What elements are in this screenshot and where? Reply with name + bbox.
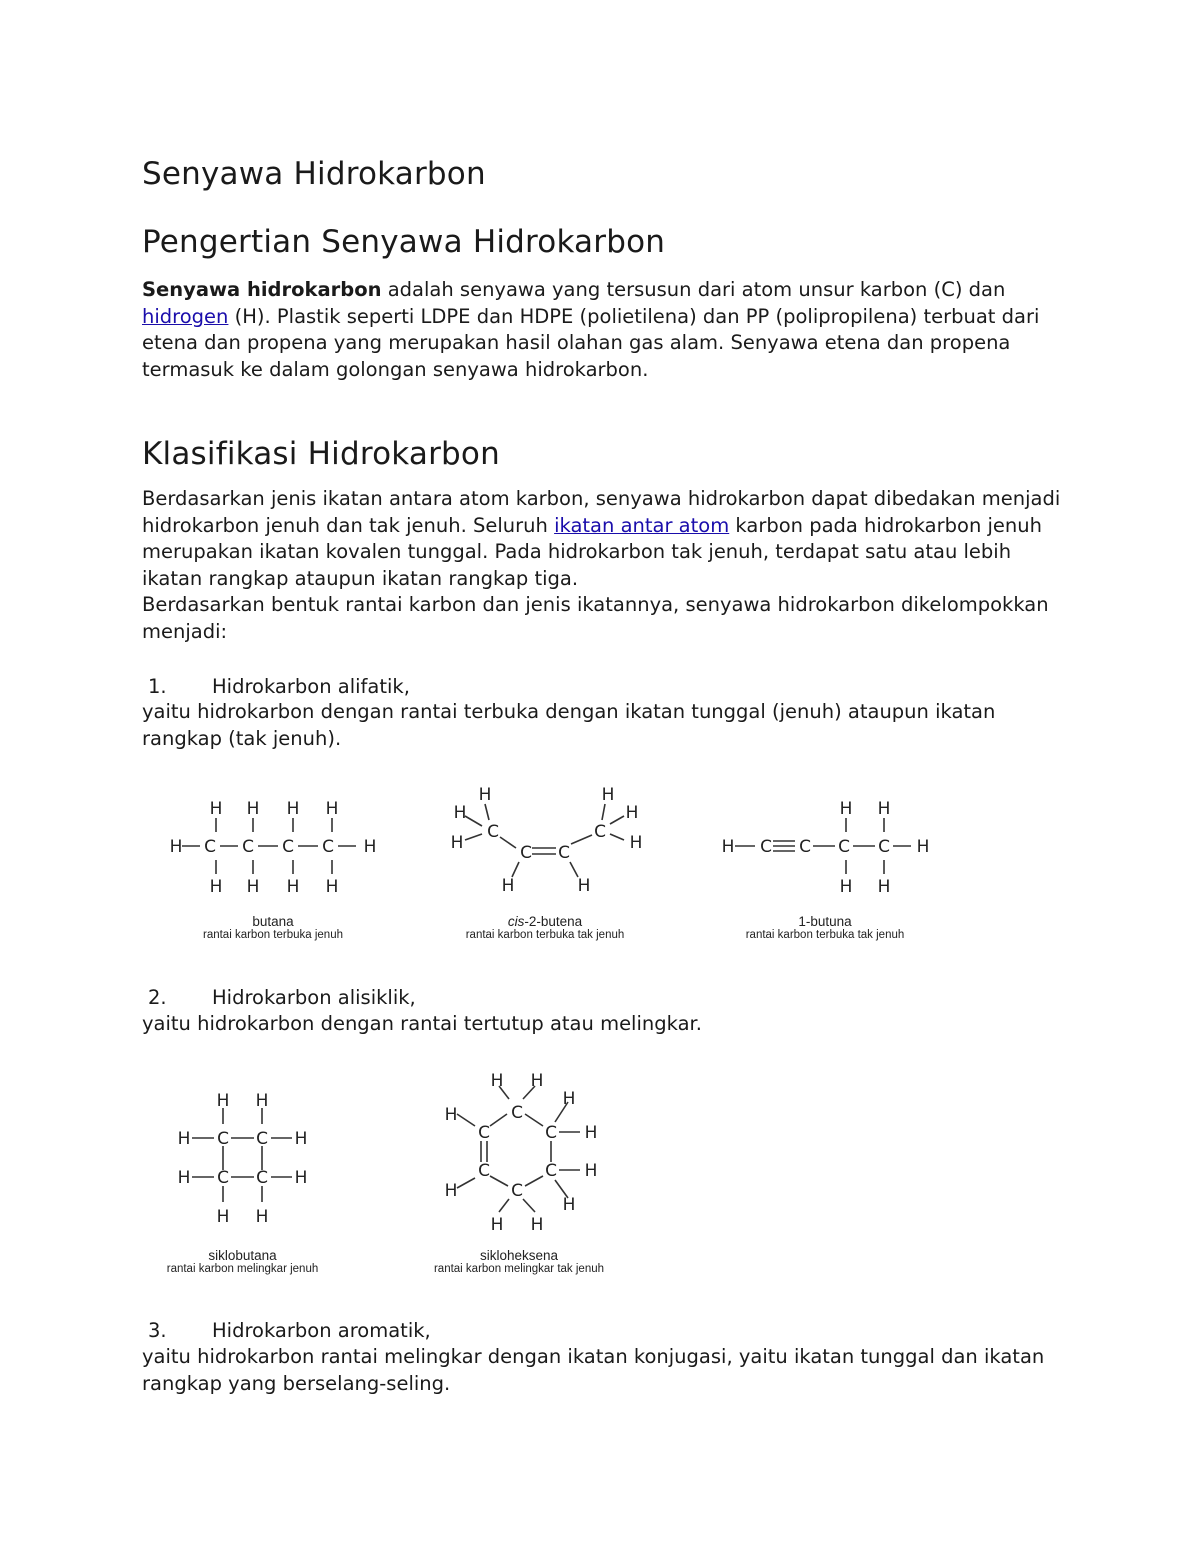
- atom-label: C: [322, 837, 334, 857]
- caption-name: siklobutana: [208, 1248, 277, 1263]
- list-label: Hidrokarbon alifatik,: [212, 675, 410, 698]
- atom-label: H: [530, 1215, 544, 1235]
- caption-sikloheksena: [408, 1248, 630, 1275]
- atom-label: C: [878, 837, 890, 857]
- atom-label: H: [216, 1091, 230, 1111]
- section-heading-klasifikasi: Klasifikasi Hidrokarbon: [142, 436, 500, 472]
- atom-label: H: [839, 877, 853, 897]
- caption-name: [435, 914, 655, 929]
- atom-label: C: [487, 822, 499, 842]
- atom-label: C: [838, 837, 850, 857]
- list-description-2: yaitu hidrokarbon dengan rantai tertutup atau melingkar.: [142, 1012, 702, 1035]
- paragraph-text: Berdasarkan jenis ikatan antara atom karbon, senyawa hidrokarbon dapat dibedakan menjadi hidrokarbon jenuh dan tak jenuh. Seluruh: [142, 487, 1061, 537]
- atom-label: H: [584, 1161, 598, 1181]
- caption-1-butuna: [715, 914, 935, 941]
- atom-label: H: [246, 799, 260, 819]
- atom-label: C: [545, 1161, 557, 1181]
- atom-label: H: [255, 1207, 269, 1227]
- caption-siklobutana: [140, 1248, 345, 1275]
- atom-label: H: [721, 837, 735, 857]
- atom-label: C: [282, 837, 294, 857]
- list-number: 3.: [148, 1319, 167, 1342]
- atom-label: C: [545, 1123, 557, 1143]
- atom-label: H: [629, 833, 643, 853]
- list-description-1: yaitu hidrokarbon dengan rantai terbuka dengan ikatan tunggal (jenuh) ataupun ikatan rangkap (tak jenuh).: [142, 700, 996, 750]
- atom-label: H: [450, 833, 464, 853]
- link-ikatan-antar-atom[interactable]: ikatan antar atom: [554, 513, 730, 537]
- caption-description: rantai karbon terbuka jenuh: [202, 929, 343, 941]
- atom-label: H: [444, 1105, 458, 1125]
- caption-name: 1-butuna: [798, 914, 852, 929]
- atom-label: C: [478, 1123, 490, 1143]
- caption-butana: [160, 914, 386, 941]
- atom-label: H: [530, 1071, 544, 1091]
- cis-2-butena-structure: [440, 782, 650, 900]
- paragraph-pengertian: [142, 277, 1072, 383]
- atom-label: C: [256, 1129, 268, 1149]
- caption-name: butana: [252, 914, 294, 929]
- caption-name-rest: -2-butena: [524, 914, 583, 929]
- document-title: Senyawa Hidrokarbon: [142, 156, 486, 192]
- paragraph-klasifikasi: [142, 486, 1072, 645]
- atom-label: H: [294, 1168, 308, 1188]
- atom-label: C: [760, 837, 772, 857]
- atom-label: H: [209, 799, 223, 819]
- list-label: Hidrokarbon aromatik,: [212, 1319, 431, 1342]
- list-item-2: [148, 985, 416, 1011]
- atom-label: H: [577, 876, 591, 896]
- list-number: 2.: [148, 986, 167, 1009]
- atom-label: H: [501, 876, 515, 896]
- list-item-1: [148, 674, 410, 700]
- atom-label: H: [478, 785, 492, 805]
- list-description-3: yaitu hidrokarbon rantai melingkar dengan ikatan konjugasi, yaitu ikatan tunggal dan ikatan rangkap yang berselang-seling.: [142, 1345, 1045, 1395]
- atom-label: H: [490, 1215, 504, 1235]
- sikloheksena-structure: [435, 1066, 610, 1236]
- atom-label: H: [216, 1207, 230, 1227]
- atom-label: H: [286, 799, 300, 819]
- atom-label: H: [325, 799, 339, 819]
- 1-butuna-structure: [715, 790, 940, 900]
- atom-label: C: [242, 837, 254, 857]
- atom-label: C: [594, 822, 606, 842]
- caption-cis-2-butena: [435, 914, 655, 941]
- atom-label: H: [169, 837, 183, 857]
- atom-label: H: [209, 877, 223, 897]
- caption-description: rantai karbon melingkar tak jenuh: [433, 1263, 605, 1275]
- atom-label: C: [558, 843, 570, 863]
- atom-label: C: [478, 1161, 490, 1181]
- atom-label: C: [256, 1168, 268, 1188]
- atom-label: C: [217, 1168, 229, 1188]
- atom-label: H: [490, 1071, 504, 1091]
- atom-label: C: [799, 837, 811, 857]
- atom-label: H: [877, 877, 891, 897]
- caption-description: rantai karbon melingkar jenuh: [166, 1263, 319, 1275]
- atom-label: C: [511, 1103, 523, 1123]
- atom-label: H: [562, 1089, 576, 1109]
- atom-label: H: [839, 799, 853, 819]
- list-label: Hidrokarbon alisiklik,: [212, 986, 416, 1009]
- atom-label: H: [177, 1168, 191, 1188]
- atom-label: H: [877, 799, 891, 819]
- atom-label: C: [217, 1129, 229, 1149]
- atom-label: H: [294, 1129, 308, 1149]
- atom-label: H: [246, 877, 260, 897]
- atom-label: H: [584, 1123, 598, 1143]
- atom-label: H: [453, 803, 467, 823]
- list-number: 1.: [148, 675, 167, 698]
- siklobutana-structure: [170, 1088, 320, 1233]
- atom-label: H: [325, 877, 339, 897]
- paragraph-text: adalah senyawa yang tersusun dari atom unsur karbon (C) dan: [381, 278, 1006, 301]
- caption-name-italic: cis: [507, 914, 525, 929]
- atom-label: H: [286, 877, 300, 897]
- caption-name: sikloheksena: [479, 1248, 559, 1263]
- paragraph-text: karbon pada hidrokarbon jenuh merupakan ikatan kovalen tunggal. Pada hidrokarbon tak jenuh, terdapat satu atau lebih ikatan rangkap ataupun ikatan rangkap tiga.: [142, 513, 1042, 590]
- atom-label: H: [601, 785, 615, 805]
- link-hidrogen[interactable]: hidrogen: [142, 304, 229, 328]
- atom-label: H: [444, 1181, 458, 1201]
- atom-label: C: [204, 837, 216, 857]
- atom-label: H: [363, 837, 377, 857]
- atom-label: C: [511, 1181, 523, 1201]
- butana-structure: [160, 790, 390, 900]
- atom-label: H: [916, 837, 930, 857]
- atom-label: H: [625, 803, 639, 823]
- atom-label: H: [562, 1195, 576, 1215]
- atom-label: C: [520, 843, 532, 863]
- atom-label: H: [177, 1129, 191, 1149]
- paragraph-text: (H). Plastik seperti LDPE dan HDPE (polietilena) dan PP (polipropilena) terbuat dari etena dan propena yang merupakan hasil olahan gas alam. Senyawa etena dan propena termasuk ke dalam golongan senyawa hidrokarbon.: [142, 304, 1040, 381]
- caption-description: rantai karbon terbuka tak jenuh: [745, 929, 905, 941]
- caption-description: rantai karbon terbuka tak jenuh: [465, 929, 625, 941]
- paragraph-text: Berdasarkan bentuk rantai karbon dan jenis ikatannya, senyawa hidrokarbon dikelompokkan menjadi:: [142, 593, 1049, 643]
- atom-label: H: [255, 1091, 269, 1111]
- section-heading-pengertian: Pengertian Senyawa Hidrokarbon: [142, 224, 666, 260]
- bold-term: Senyawa hidrokarbon: [142, 278, 382, 301]
- list-item-3: [148, 1318, 431, 1344]
